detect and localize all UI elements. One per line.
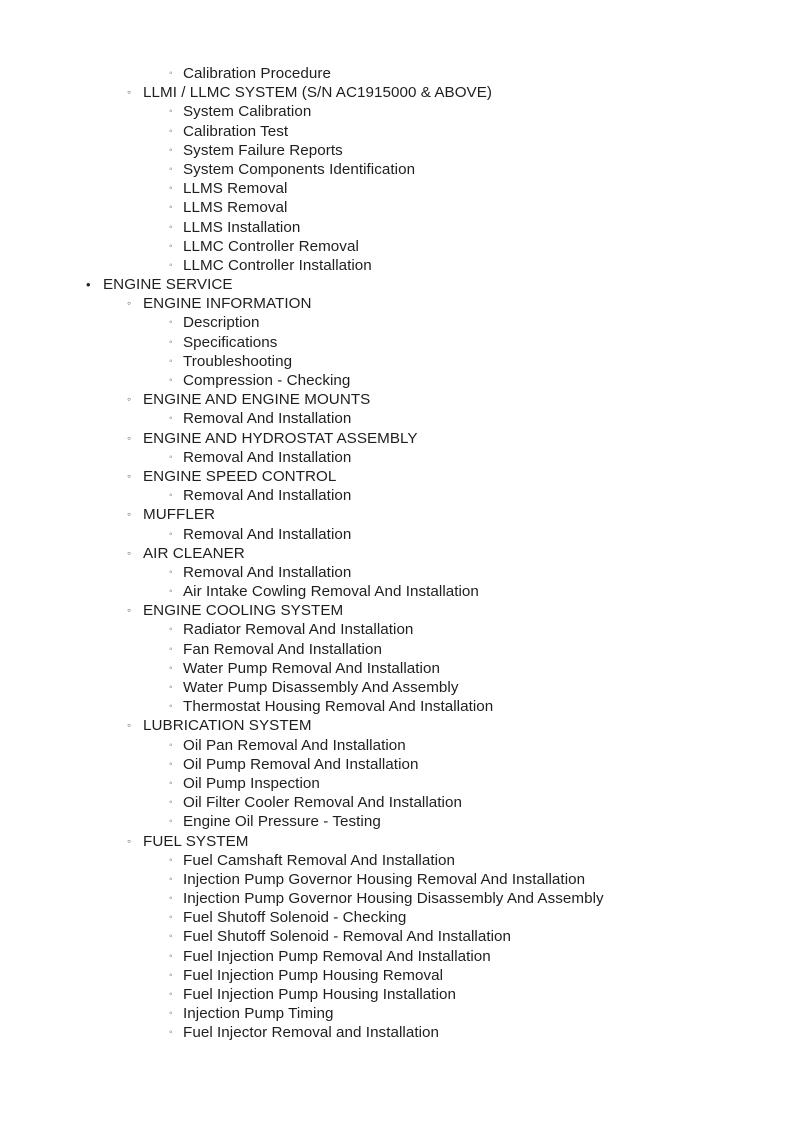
toc-entry-label: Water Pump Disassembly And Assembly xyxy=(183,679,459,696)
toc-entry-label: Compression - Checking xyxy=(183,372,351,389)
toc-subsection[interactable] xyxy=(0,601,794,620)
bullet-icon: ◦ xyxy=(169,317,173,329)
bullet-icon: ◦ xyxy=(169,873,173,885)
toc-entry-label: Water Pump Removal And Installation xyxy=(183,659,440,677)
bullet-icon: ◦ xyxy=(169,144,173,156)
toc-entry[interactable] xyxy=(0,160,794,179)
toc-entry-label: Fuel Injection Pump Housing Removal xyxy=(183,966,444,984)
toc-entry-label: ENGINE SERVICE xyxy=(103,276,233,294)
toc-entry[interactable] xyxy=(0,333,794,352)
bullet-icon: ◦ xyxy=(169,643,173,655)
toc-entry[interactable] xyxy=(0,486,794,505)
bullet-icon: ◦ xyxy=(169,566,173,578)
toc-entry[interactable] xyxy=(0,582,794,601)
bullet-icon: ◦ xyxy=(169,624,173,636)
toc-entry-label: LLMS Removal xyxy=(183,180,288,198)
toc-entry[interactable] xyxy=(0,736,794,755)
toc-entry-label: Oil Pan Removal And Installation xyxy=(183,736,406,754)
toc-entry-label: Troubleshooting xyxy=(183,352,293,370)
toc-entry-label: Injection Pump Governor Housing Removal And Installation xyxy=(183,870,586,888)
toc-entry[interactable] xyxy=(0,985,794,1004)
bullet-icon: ◦ xyxy=(127,545,132,560)
toc-subsection[interactable] xyxy=(0,544,794,563)
bullet-icon: ◦ xyxy=(169,528,173,540)
toc-entry[interactable] xyxy=(0,218,794,237)
bullet-icon: ◦ xyxy=(127,468,132,483)
toc-entry-label: Air Intake Cowling Removal And Installation xyxy=(183,583,479,601)
bullet-icon: ◦ xyxy=(169,259,173,271)
toc-entry-label: ENGINE INFORMATION xyxy=(143,295,312,313)
toc-entry-label: Fan Removal And Installation xyxy=(183,640,382,658)
toc-entry[interactable] xyxy=(0,122,794,141)
toc-entry[interactable] xyxy=(0,313,794,332)
toc-entry-label: FUEL SYSTEM xyxy=(143,832,249,850)
toc-entry[interactable] xyxy=(0,774,794,793)
toc-entry-label: AIR CLEANER xyxy=(143,544,245,562)
bullet-icon: ◦ xyxy=(169,969,173,981)
toc-subsection[interactable] xyxy=(0,467,794,486)
toc-entry-label: Calibration Procedure xyxy=(183,65,331,82)
toc-subsection[interactable] xyxy=(0,716,794,735)
toc-entry[interactable] xyxy=(0,448,794,467)
toc-entry-label: Specifications xyxy=(183,333,278,351)
bullet-icon: ◦ xyxy=(169,68,173,79)
bullet-icon: ◦ xyxy=(169,355,173,367)
bullet-icon: ◦ xyxy=(169,1008,173,1020)
toc-entry-label: LUBRICATION SYSTEM xyxy=(143,717,312,735)
toc-entry-label: LLMS Installation xyxy=(183,218,301,236)
toc-entry[interactable] xyxy=(0,179,794,198)
toc-subsection[interactable] xyxy=(0,832,794,851)
toc-entry-label: Fuel Shutoff Solenoid - Removal And Installation xyxy=(183,928,512,946)
toc-entry[interactable] xyxy=(0,659,794,678)
bullet-icon: • xyxy=(86,277,91,293)
bullet-icon: ◦ xyxy=(127,296,132,311)
bullet-icon: ◦ xyxy=(127,507,132,522)
bullet-icon: ◦ xyxy=(169,739,173,751)
bullet-icon: ◦ xyxy=(127,392,132,407)
toc-entry[interactable] xyxy=(0,371,794,390)
toc-entry[interactable] xyxy=(0,947,794,966)
bullet-icon: ◦ xyxy=(169,375,173,386)
bullet-icon: ◦ xyxy=(169,701,173,713)
toc-entry[interactable] xyxy=(0,908,794,927)
toc-entry[interactable] xyxy=(0,812,794,831)
toc-entry-label: Oil Pump Removal And Installation xyxy=(183,755,419,773)
toc-entry[interactable] xyxy=(0,563,794,582)
bullet-icon: ◦ xyxy=(169,854,173,866)
bullet-icon: ◦ xyxy=(169,240,173,252)
toc-entry[interactable] xyxy=(0,237,794,256)
bullet-icon: ◦ xyxy=(169,221,173,233)
toc-entry-label: Thermostat Housing Removal And Installation xyxy=(183,698,494,716)
toc-entry-label: MUFFLER xyxy=(143,506,216,524)
toc-entry[interactable] xyxy=(0,640,794,659)
toc-entry-label: System Calibration xyxy=(183,103,312,121)
bullet-icon: ◦ xyxy=(169,125,173,137)
bullet-icon: ◦ xyxy=(127,833,132,848)
bullet-icon: ◦ xyxy=(169,931,173,943)
toc-subsection[interactable] xyxy=(0,294,794,313)
toc-entry[interactable] xyxy=(0,851,794,870)
toc-entry[interactable] xyxy=(0,64,794,83)
toc-entry-label: Fuel Camshaft Removal And Installation xyxy=(183,851,456,869)
toc-entry-label: Fuel Injection Pump Removal And Installation xyxy=(183,947,491,965)
toc-entry-label: ENGINE AND ENGINE MOUNTS xyxy=(143,391,371,409)
bullet-icon: ◦ xyxy=(127,430,132,445)
bullet-icon: ◦ xyxy=(169,893,173,905)
toc-entry[interactable] xyxy=(0,678,794,697)
toc-entry[interactable] xyxy=(0,256,794,275)
bullet-icon: ◦ xyxy=(169,183,173,195)
bullet-icon: ◦ xyxy=(127,603,132,618)
toc-entry[interactable] xyxy=(0,102,794,121)
toc-entry[interactable] xyxy=(0,525,794,544)
bullet-icon: ◦ xyxy=(169,662,173,674)
toc-entry-label: Removal And Installation xyxy=(183,448,352,466)
bullet-icon: ◦ xyxy=(169,758,173,770)
toc-entry-label: Radiator Removal And Installation xyxy=(183,621,414,639)
toc-entry-label: ENGINE AND HYDROSTAT ASSEMBLY xyxy=(143,429,418,447)
toc-subsection[interactable] xyxy=(0,390,794,409)
toc-entry-label: Engine Oil Pressure - Testing xyxy=(183,813,381,831)
toc-entry[interactable] xyxy=(0,889,794,908)
toc-entry-label: Removal And Installation xyxy=(183,563,352,581)
toc-section[interactable] xyxy=(0,275,794,294)
bullet-icon: ◦ xyxy=(169,586,173,598)
toc-entry[interactable] xyxy=(0,927,794,946)
bullet-icon: ◦ xyxy=(169,202,173,214)
bullet-icon: ◦ xyxy=(169,163,173,175)
toc-entry-label: Fuel Injector Removal and Installation xyxy=(183,1024,440,1042)
toc-entry[interactable] xyxy=(0,352,794,371)
toc-subsection[interactable] xyxy=(0,505,794,524)
bullet-icon: ◦ xyxy=(169,336,173,348)
toc-entry-label: Injection Pump Governor Housing Disassembly And Assembly xyxy=(183,890,604,908)
bullet-icon: ◦ xyxy=(169,490,173,502)
toc-entry[interactable] xyxy=(0,966,794,985)
toc-entry[interactable] xyxy=(0,697,794,716)
bullet-icon: ◦ xyxy=(169,797,173,809)
toc-entry-label: Removal And Installation xyxy=(183,525,352,543)
bullet-icon: ◦ xyxy=(169,106,173,118)
bullet-icon: ◦ xyxy=(169,816,173,828)
toc-entry-label: System Failure Reports xyxy=(183,141,343,159)
toc-entry[interactable] xyxy=(0,1004,794,1023)
toc-entry[interactable] xyxy=(0,870,794,889)
toc-entry-label: Removal And Installation xyxy=(183,487,352,505)
bullet-icon: ◦ xyxy=(169,950,173,962)
toc-entry-label: Fuel Shutoff Solenoid - Checking xyxy=(183,909,407,927)
toc-entry-label: LLMS Removal xyxy=(183,199,288,217)
bullet-icon: ◦ xyxy=(127,85,132,100)
toc-entry[interactable] xyxy=(0,793,794,812)
toc-entry[interactable] xyxy=(0,409,794,428)
bullet-icon: ◦ xyxy=(169,777,173,789)
toc-entry[interactable] xyxy=(0,141,794,160)
toc-entry[interactable] xyxy=(0,755,794,774)
bullet-icon: ◦ xyxy=(169,682,173,693)
toc-entry-label: LLMC Controller Installation xyxy=(183,256,372,274)
toc-entry[interactable] xyxy=(0,1023,794,1042)
table-of-contents xyxy=(0,64,794,1043)
toc-subsection[interactable] xyxy=(0,83,794,102)
toc-entry-label: Injection Pump Timing xyxy=(183,1005,334,1023)
toc-entry-label: Calibration Test xyxy=(183,122,289,140)
bullet-icon: ◦ xyxy=(169,1027,173,1039)
bullet-icon: ◦ xyxy=(169,912,173,924)
toc-entry-label: System Components Identification xyxy=(183,160,416,178)
toc-entry-label: Removal And Installation xyxy=(183,410,352,428)
toc-entry-label: Oil Pump Inspection xyxy=(183,774,320,792)
bullet-icon: ◦ xyxy=(169,413,173,425)
bullet-icon: ◦ xyxy=(127,718,132,733)
toc-entry[interactable] xyxy=(0,620,794,639)
toc-subsection[interactable] xyxy=(0,429,794,448)
bullet-icon: ◦ xyxy=(169,989,173,1000)
toc-entry-label: ENGINE COOLING SYSTEM xyxy=(143,602,344,620)
toc-entry-label: LLMC Controller Removal xyxy=(183,237,359,255)
toc-entry-label: ENGINE SPEED CONTROL xyxy=(143,467,337,485)
bullet-icon: ◦ xyxy=(169,451,173,463)
toc-entry-label: Fuel Injection Pump Housing Installation xyxy=(183,986,456,1003)
toc-entry-label: Description xyxy=(183,314,260,332)
toc-entry-label: Oil Filter Cooler Removal And Installation xyxy=(183,794,462,812)
toc-entry[interactable] xyxy=(0,198,794,217)
toc-entry-label: LLMI / LLMC SYSTEM (S/N AC1915000 & ABOVE) xyxy=(143,84,493,102)
